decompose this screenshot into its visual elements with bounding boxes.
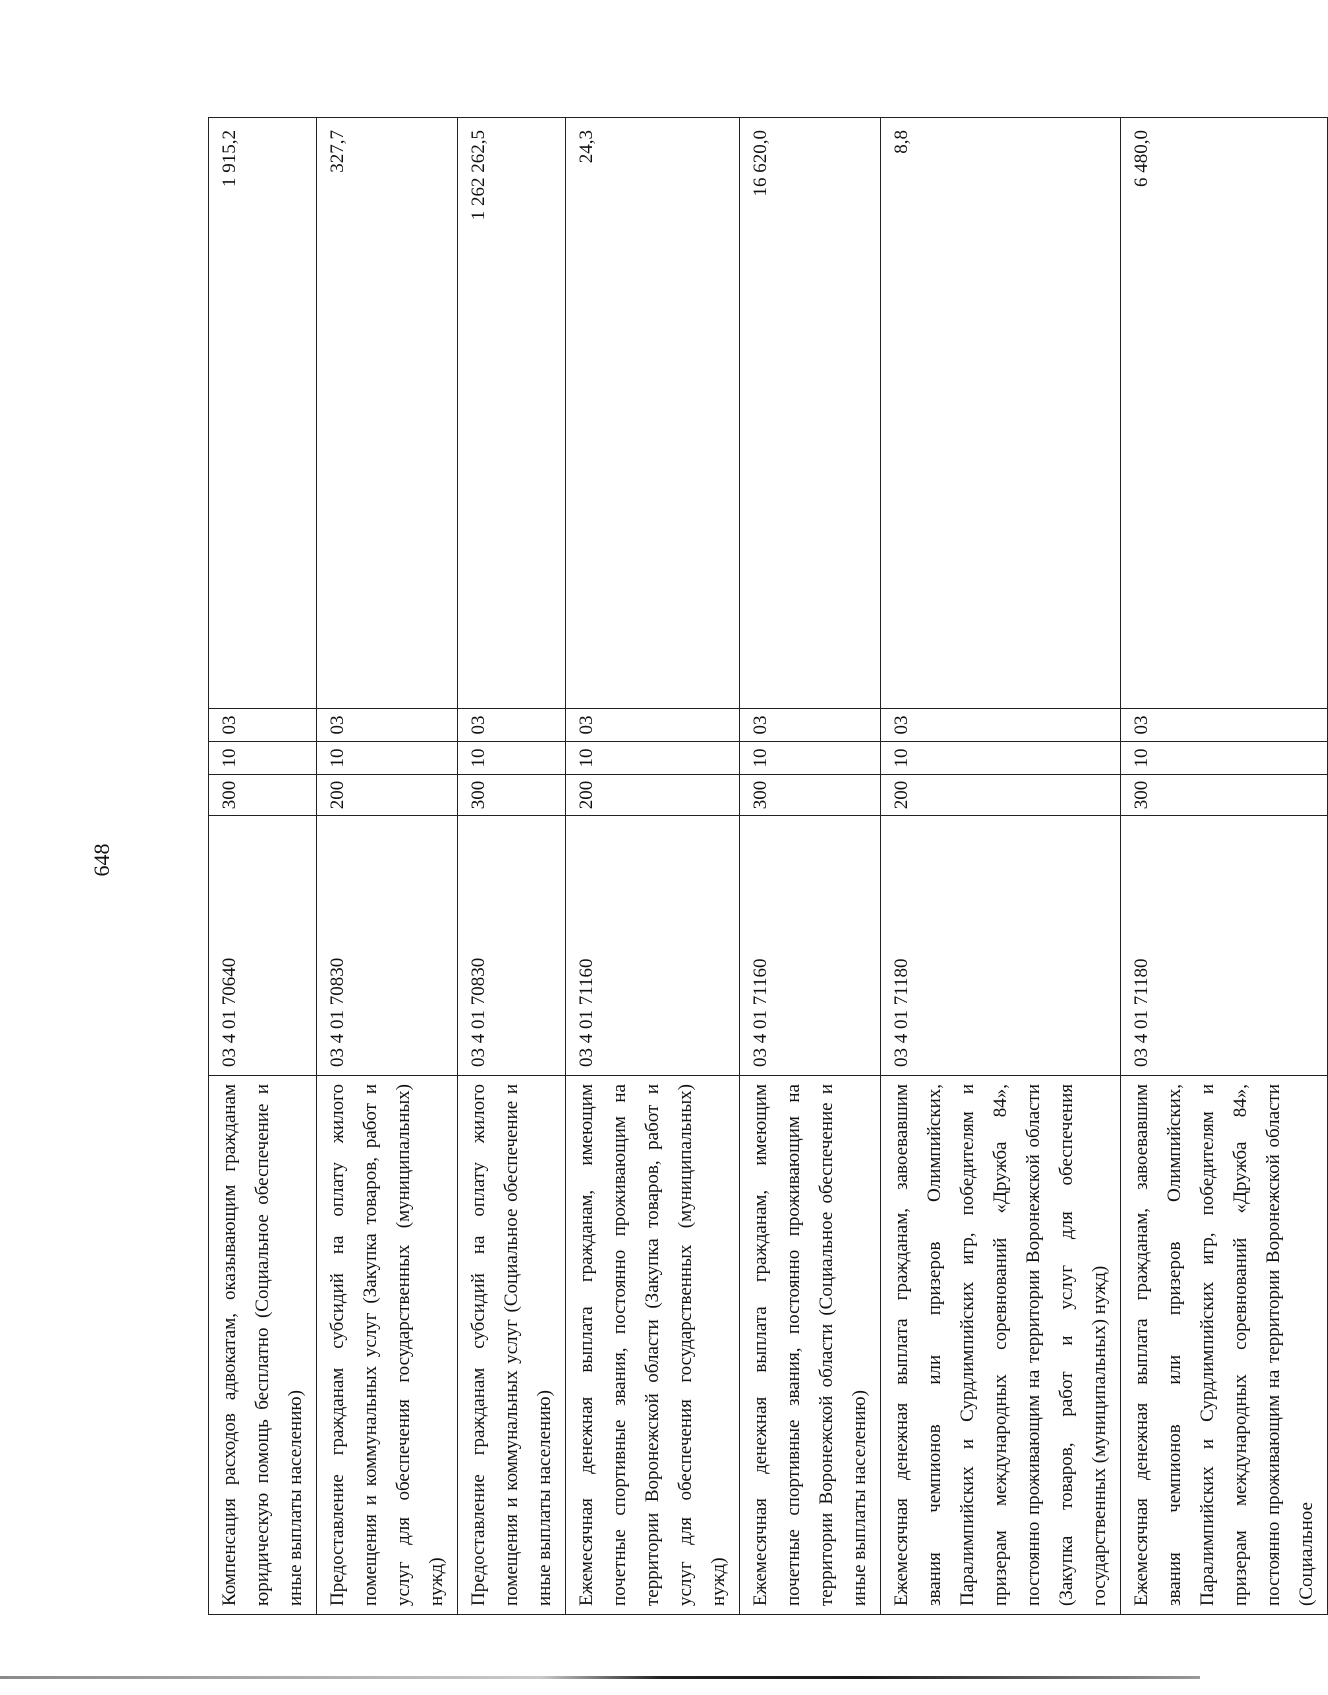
row-expense-type: 300 — [458, 775, 566, 816]
row-expense-type: 300 — [740, 775, 881, 816]
page-number: 648 — [89, 843, 114, 877]
row-target-code: 03 4 01 71160 — [740, 816, 881, 1076]
row-amount: 1 262 262,5 — [458, 118, 566, 709]
row-amount: 8,8 — [881, 118, 1121, 709]
table-row — [566, 118, 740, 1615]
row-description: Ежемесячная денежная выплата гражданам, имеющим почетные спортивные звания, постоянно проживающим на территории Воронежской области (Закупка товаров, работ и услуг для обеспечения государственных (муниципальных) нужд) — [566, 1076, 740, 1615]
row-amount: 24,3 — [566, 118, 740, 709]
row-section: 10 — [740, 742, 881, 775]
row-target-code: 03 4 01 70640 — [209, 816, 317, 1076]
row-target-code: 03 4 01 71180 — [881, 816, 1121, 1076]
table-row — [881, 118, 1121, 1615]
row-amount: 1 915,2 — [209, 118, 317, 709]
row-subsection: 03 — [740, 709, 881, 742]
row-amount: 327,7 — [317, 118, 458, 709]
table-row — [209, 118, 317, 1615]
row-description: Ежемесячная денежная выплата гражданам, завоевавшим звания чемпионов или призеров Олимпийских, Паралимпийских и Сурдлимпийских игр, победителям и призерам международных соревнований «Дружба 84», постоянно проживающим на территории Воронежской области (Закупка товаров, работ и услуг для обеспечения государственных (муниципальных) нужд) — [881, 1076, 1121, 1615]
table-row — [740, 118, 881, 1615]
row-subsection: 03 — [566, 709, 740, 742]
row-subsection: 03 — [458, 709, 566, 742]
scan-edge-line — [0, 1676, 1200, 1679]
row-target-code: 03 4 01 70830 — [317, 816, 458, 1076]
row-subsection: 03 — [317, 709, 458, 742]
row-expense-type: 300 — [209, 775, 317, 816]
row-target-code: 03 4 01 71160 — [566, 816, 740, 1076]
table-row — [1121, 118, 1328, 1615]
row-expense-type: 200 — [881, 775, 1121, 816]
row-section: 10 — [1121, 742, 1328, 775]
row-subsection: 03 — [881, 709, 1121, 742]
table-row — [317, 118, 458, 1615]
row-target-code: 03 4 01 71180 — [1121, 816, 1328, 1076]
row-section: 10 — [881, 742, 1121, 775]
row-section: 10 — [209, 742, 317, 775]
row-target-code: 03 4 01 70830 — [458, 816, 566, 1076]
row-subsection: 03 — [1121, 709, 1328, 742]
row-section: 10 — [566, 742, 740, 775]
row-subsection: 03 — [209, 709, 317, 742]
row-expense-type: 300 — [1121, 775, 1328, 816]
row-description: Предоставление гражданам субсидий на оплату жилого помещения и коммунальных услуг (Закупка товаров, работ и услуг для обеспечения государственных (муниципальных) нужд) — [317, 1076, 458, 1615]
row-description: Предоставление гражданам субсидий на оплату жилого помещения и коммунальных услуг (Социальное обеспечение и иные выплаты населению) — [458, 1076, 566, 1615]
row-expense-type: 200 — [566, 775, 740, 816]
row-section: 10 — [458, 742, 566, 775]
row-description: Ежемесячная денежная выплата гражданам, имеющим почетные спортивные звания, постоянно проживающим на территории Воронежской области (Социальное обеспечение и иные выплаты населению) — [740, 1076, 881, 1615]
row-description: Ежемесячная денежная выплата гражданам, завоевавшим звания чемпионов или призеров Олимпийских, Паралимпийских и Сурдлимпийских игр, победителям и призерам международных соревнований «Дружба 84», постоянно проживающим на территории Воронежской области (Социальное — [1121, 1076, 1328, 1615]
row-expense-type: 200 — [317, 775, 458, 816]
budget-table — [208, 117, 1328, 1615]
row-amount: 16 620,0 — [740, 118, 881, 709]
row-description: Компенсация расходов адвокатам, оказывающим гражданам юридическую помощь бесплатно (Социальное обеспечение и иные выплаты населению) — [209, 1076, 317, 1615]
row-section: 10 — [317, 742, 458, 775]
table-row — [458, 118, 566, 1615]
row-amount: 6 480,0 — [1121, 118, 1328, 709]
budget-table-rotated — [208, 117, 1317, 1615]
